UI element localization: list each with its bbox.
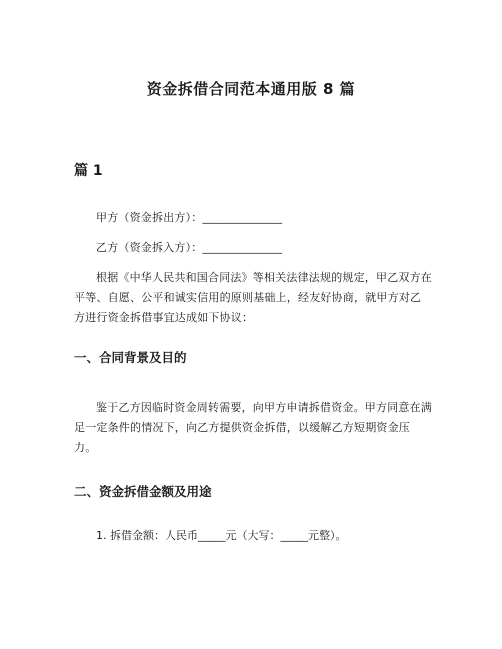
heading-loan-amount: 二、资金拆借金额及用途 bbox=[74, 484, 212, 499]
section-title: 篇 1 bbox=[74, 163, 103, 179]
heading-contract-background: 一、合同背景及目的 bbox=[74, 350, 187, 365]
background-paragraph: 鉴于乙方因临时资金周转需要，向甲方申请拆借资金。甲方同意在满足一定条件的情况下，向乙方提供资金拆借，以缓解乙方短期资金压力。 bbox=[74, 401, 432, 454]
loan-amount-item: 1. 拆借金额：人民币_____元（大写：_____元整）。 bbox=[96, 529, 347, 542]
document-title: 资金拆借合同范本通用版 8 篇 bbox=[146, 80, 356, 98]
party-b-line: 乙方（资金拆入方）：______________ bbox=[96, 241, 283, 254]
intro-paragraph: 根据《中华人民共和国合同法》等相关法律法规的规定，甲乙双方在平等、自愿、公平和诚实信用的原则基础上，经友好协商，就甲方对乙方进行资金拆借事宜达成如下协议： bbox=[74, 271, 432, 324]
party-a-line: 甲方（资金拆出方）：______________ bbox=[96, 211, 283, 224]
